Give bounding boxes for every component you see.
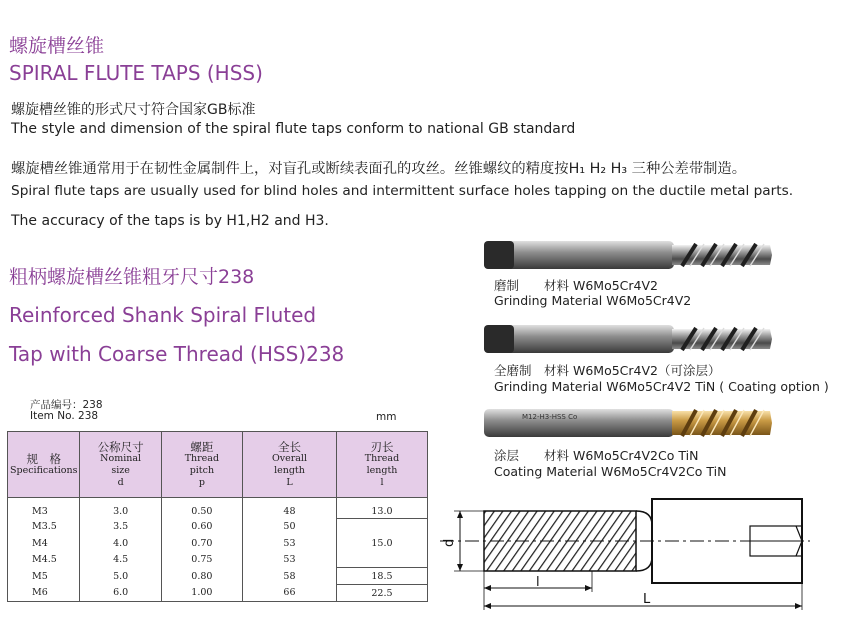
cell-p: 0.60 bbox=[161, 519, 242, 536]
cell-L: 66 bbox=[242, 585, 336, 602]
cell-d: 4.0 bbox=[80, 535, 161, 551]
cell-L: 58 bbox=[242, 568, 336, 585]
product-title-en-line1: Reinforced Shank Spiral Fluted bbox=[9, 303, 317, 327]
cell-spec: M6 bbox=[8, 585, 80, 602]
header-nominal: 公称尺寸 Nominal size d bbox=[80, 432, 161, 498]
table-row bbox=[8, 551, 428, 568]
item-no-en: Item No. 238 bbox=[30, 410, 99, 422]
tap-coating-icon bbox=[482, 404, 774, 442]
dim-label-l: l bbox=[536, 575, 540, 590]
accuracy-en: The accuracy of the taps is by H1,H2 and H3. bbox=[11, 213, 329, 229]
dim-label-L: L bbox=[643, 592, 651, 607]
cell-L: 48 bbox=[242, 498, 336, 519]
header-spec: 规 格 Specifications bbox=[8, 432, 80, 498]
table-row bbox=[8, 498, 428, 519]
title-en: SPIRAL FLUTE TAPS (HSS) bbox=[9, 61, 263, 85]
spec-table bbox=[7, 431, 428, 602]
dim-label-d: d bbox=[442, 538, 457, 547]
cell-d: 3.0 bbox=[80, 498, 161, 519]
header-overall: 全长 Overall length L bbox=[242, 432, 336, 498]
table-row bbox=[8, 519, 428, 536]
tap-full-grinding-icon bbox=[482, 320, 774, 358]
product-title-cn: 粗柄螺旋槽丝锥粗牙尺寸238 bbox=[9, 266, 255, 288]
table-row bbox=[8, 535, 428, 551]
variant-1-cn: 磨制 材料 W6Mo5Cr4V2 bbox=[494, 278, 658, 293]
cell-L: 53 bbox=[242, 535, 336, 551]
cell-spec: M3.5 bbox=[8, 519, 80, 536]
cell-d: 3.5 bbox=[80, 519, 161, 536]
usage-cn: 螺旋槽丝锥通常用于在韧性金属制件上，对盲孔或断续表面孔的攻丝。丝锥螺纹的精度按H₁ H₂ H₃ 三种公差带制造。 bbox=[11, 161, 747, 177]
table-row bbox=[8, 585, 428, 602]
cell-l: 22.5 bbox=[336, 585, 427, 602]
cell-L: 53 bbox=[242, 551, 336, 568]
variant-1-en: Grinding Material W6Mo5Cr4V2 bbox=[494, 293, 692, 308]
tap-grinding-icon bbox=[482, 236, 774, 274]
standard-en: The style and dimension of the spiral flute taps conform to national GB standard bbox=[11, 121, 576, 137]
table-row bbox=[8, 568, 428, 585]
item-no-cn: 产品编号：238 bbox=[30, 399, 103, 411]
cell-l: 18.5 bbox=[336, 568, 427, 585]
variant-3-en: Coating Material W6Mo5Cr4V2Co TiN bbox=[494, 464, 727, 479]
tap-technical-drawing bbox=[440, 490, 810, 615]
usage-en: Spiral flute taps are usually used for blind holes and intermittent surface holes tapping on the ductile metal parts. bbox=[11, 183, 794, 199]
cell-l: 15.0 bbox=[336, 535, 427, 551]
cell-d: 5.0 bbox=[80, 568, 161, 585]
cell-spec: M3 bbox=[8, 498, 80, 519]
header-thread-length: 刃长 Thread length l bbox=[336, 432, 427, 498]
standard-cn: 螺旋槽丝锥的形式尺寸符合国家GB标准 bbox=[11, 102, 256, 118]
cell-d: 4.5 bbox=[80, 551, 161, 568]
header-pitch: 螺距 Thread pitch p bbox=[161, 432, 242, 498]
cell-p: 0.70 bbox=[161, 535, 242, 551]
shank-marking: M12-H3-HSS Co bbox=[522, 413, 578, 421]
cell-p: 0.80 bbox=[161, 568, 242, 585]
product-title-en-line2: Tap with Coarse Thread (HSS)238 bbox=[9, 342, 345, 366]
unit-label: mm bbox=[376, 411, 397, 423]
variant-2-en: Grinding Material W6Mo5Cr4V2 TiN ( Coating option ) bbox=[494, 379, 829, 394]
cell-l bbox=[336, 519, 427, 536]
cell-p: 1.00 bbox=[161, 585, 242, 602]
cell-spec: M4.5 bbox=[8, 551, 80, 568]
variant-2-cn: 全磨制 材料 W6Mo5Cr4V2（可涂层） bbox=[494, 363, 721, 378]
cell-l bbox=[336, 551, 427, 568]
variant-3-cn: 涂层 材料 W6Mo5Cr4V2Co TiN bbox=[494, 448, 699, 463]
cell-p: 0.50 bbox=[161, 498, 242, 519]
table-header-row bbox=[8, 432, 428, 498]
cell-l: 13.0 bbox=[336, 498, 427, 519]
cell-spec: M5 bbox=[8, 568, 80, 585]
cell-p: 0.75 bbox=[161, 551, 242, 568]
title-cn: 螺旋槽丝锥 bbox=[9, 35, 105, 57]
cell-spec: M4 bbox=[8, 535, 80, 551]
cell-d: 6.0 bbox=[80, 585, 161, 602]
cell-L: 50 bbox=[242, 519, 336, 536]
